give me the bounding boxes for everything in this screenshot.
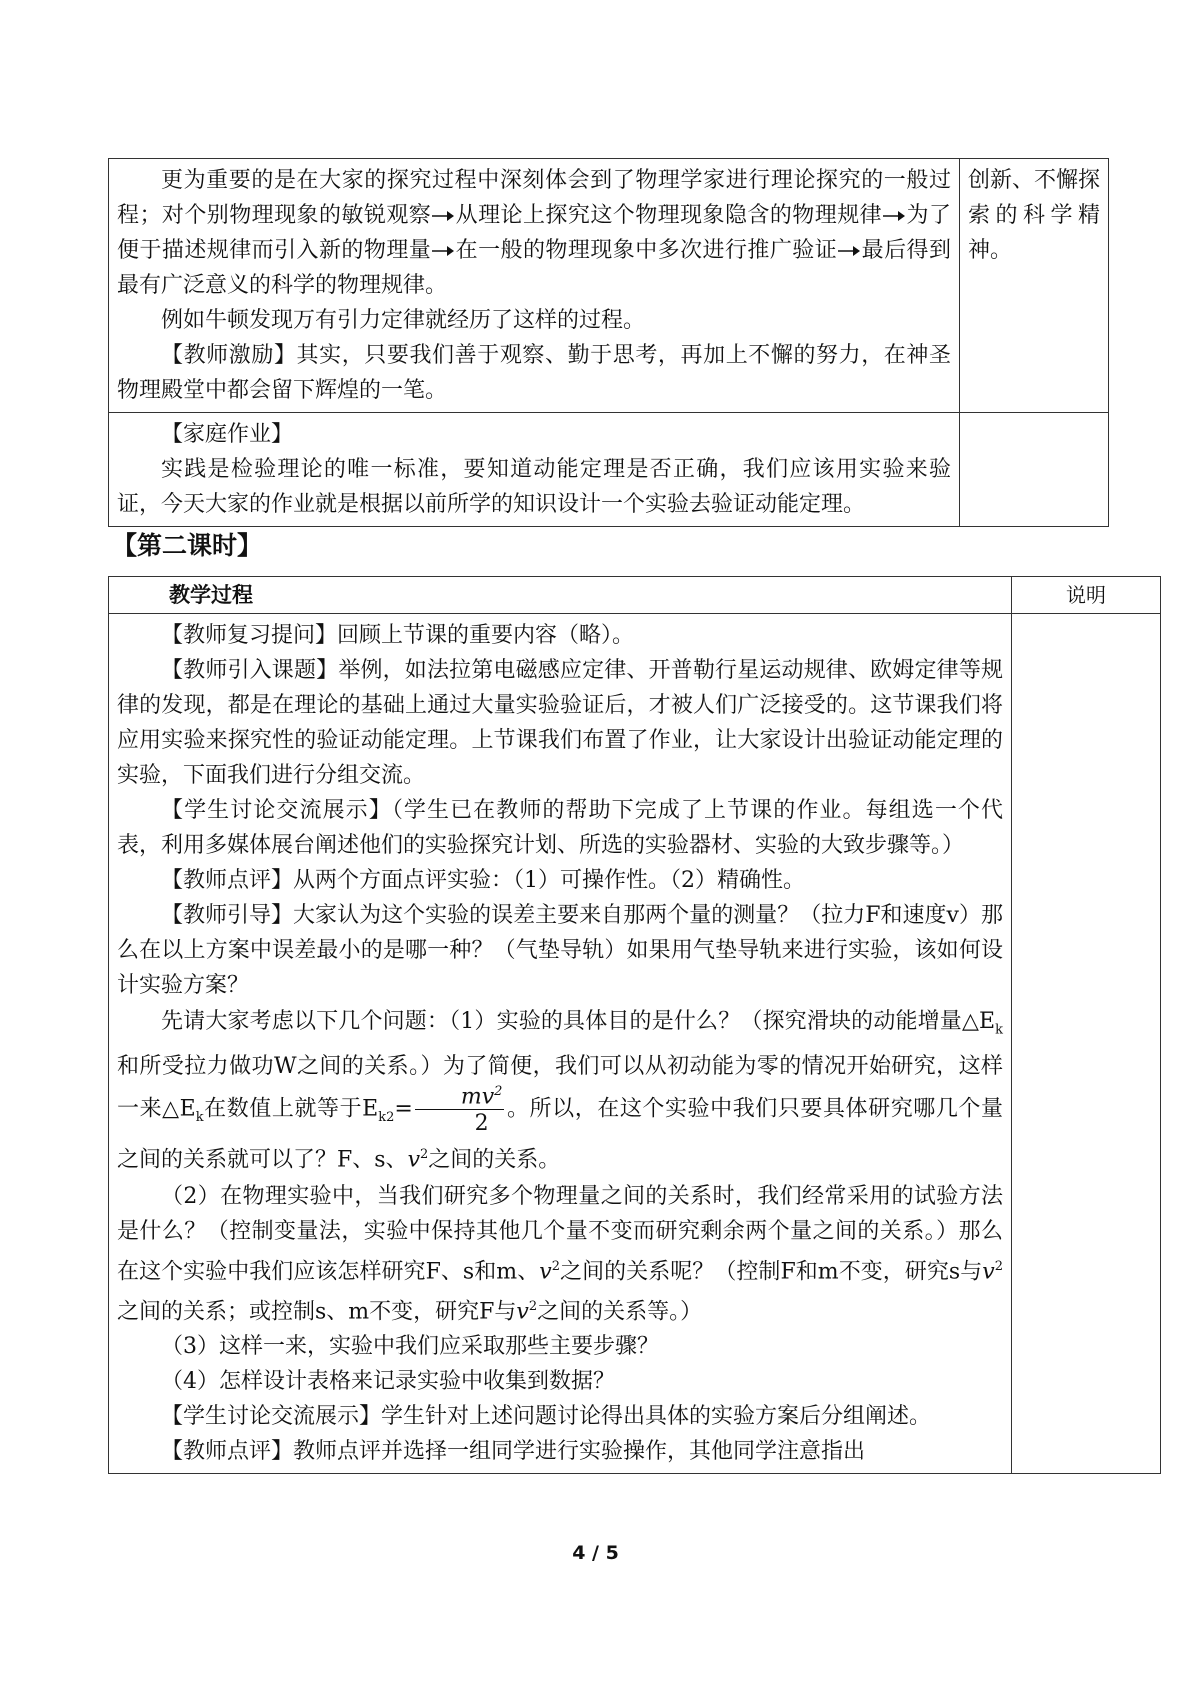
- page-number: 4 / 5: [572, 1542, 619, 1564]
- paragraph: 先请大家考虑以下几个问题：（1）实验的具体目的是什么？（探究滑块的动能增量$\triangle E_k$和所受拉力做功W之间的关系。）为了简便，我们可以从初动能为零的情况开始研究，这样一来$\triangle E_k$在数值上就等于$E_{k2}=$ $\frac{mv^2}{2}$ 。所以，在这个实验中我们只要具体研究哪几个量之间的关系就可以了？F、s、$v^2$之间的关系。: [117, 1009, 1003, 1173]
- paragraph: 更为重要的是在大家的探究过程中深刻体会到了物理学家进行理论探究的一般过程；对个别物理现象的敏锐观察 从理论上探究这个物理现象隐含的物理规律 为了便于描述规律而引入新的物理量 在一般的物理现象中多次进行推广验证 最后得到最有广泛意义的科学的物理规律。: [117, 168, 951, 298]
- table-row: [109, 413, 1109, 527]
- process-cell: [109, 614, 1012, 1474]
- note-cell: [960, 159, 1109, 413]
- arrow-right-icon: [837, 244, 861, 258]
- paragraph: 【教师引入课题】举例，如法拉第电磁感应定律、开普勒行星运动规律、欧姆定律等规律的发现，都是在理论的基础上通过大量实验验证后，才被人们广泛接受的。这节课我们将应用实验来探究性的验证动能定理。上节课我们布置了作业，让大家设计出验证动能定理的实验，下面我们进行分组交流。: [117, 658, 1003, 788]
- homework-cell: [109, 413, 960, 527]
- note-cell: [960, 413, 1109, 527]
- paragraph: 【学生讨论交流展示】（学生已在教师的帮助下完成了上节课的作业。每组选一个代表，利用多媒体展台阐述他们的实验探究计划、所选的实验器材、实验的大致步骤等。）: [117, 798, 1003, 858]
- paragraph: 【教师引导】大家认为这个实验的误差主要来自那两个量的测量？（拉力F和速度v）那么在以上方案中误差最小的是哪一种？（气垫导轨）如果用气垫导轨来进行实验，该如何设计实验方案？: [117, 903, 1003, 998]
- paragraph: （3）这样一来，实验中我们应采取那些主要步骤？: [161, 1334, 659, 1360]
- paragraph: 【家庭作业】: [161, 422, 294, 447]
- table-row: [109, 159, 1109, 413]
- paragraph: 【教师点评】从两个方面点评实验：（1）可操作性。（2）精确性。: [161, 868, 805, 893]
- paragraph: 【教师点评】教师点评并选择一组同学进行实验操作，其他同学注意指出: [161, 1439, 866, 1465]
- paragraph: 例如牛顿发现万有引力定律就经历了这样的过程。: [161, 308, 646, 333]
- arrow-right-icon: [882, 209, 906, 223]
- paragraph: 【教师激励】其实，只要我们善于观察、勤于思考，再加上不懈的努力，在神圣物理殿堂中都会留下辉煌的一笔。: [117, 343, 951, 403]
- arrow-right-icon: [431, 244, 455, 258]
- process-cell: [109, 159, 960, 413]
- paragraph: 实践是检验理论的唯一标准，要知道动能定理是否正确，我们应该用实验来验证，今天大家的作业就是根据以前所学的知识设计一个实验去验证动能定理。: [117, 457, 951, 517]
- arrow-right-icon: [431, 209, 455, 223]
- paragraph: 【教师复习提问】回顾上节课的重要内容（略）。: [161, 623, 635, 648]
- header-notes: 说明: [1012, 577, 1161, 614]
- paragraph: （4）怎样设计表格来记录实验中收集到数据？: [161, 1369, 615, 1395]
- lesson-table-1: [108, 158, 1109, 527]
- table-row: [109, 614, 1161, 1474]
- lesson-table-2: [108, 576, 1161, 1474]
- header-teaching-process: 教学过程: [109, 577, 1012, 614]
- section-title: 【第二课时】: [112, 531, 263, 560]
- kinetic-energy-fraction: $\frac{mv^2}{2}$: [415, 1085, 505, 1134]
- paragraph: （2）在物理实验中，当我们研究多个物理量之间的关系时，我们经常采用的试验方法是什么？（控制变量法，实验中保持其他几个量不变而研究剩余两个量之间的关系。）那么在这个实验中我们应该怎样研究F、s和m、$v^2$之间的关系呢？（控制F和m不变，研究s与$v^2$之间的关系；或控制s、m不变，研究F与$v^2$之间的关系等。）: [117, 1183, 1004, 1325]
- note-cell: [1012, 614, 1161, 1474]
- paragraph: 【学生讨论交流展示】学生针对上述问题讨论得出具体的实验方案后分组阐述。: [161, 1404, 932, 1430]
- side-note: 创新、不懈探索的科学精神。: [968, 168, 1101, 263]
- table-header-row: [109, 577, 1161, 614]
